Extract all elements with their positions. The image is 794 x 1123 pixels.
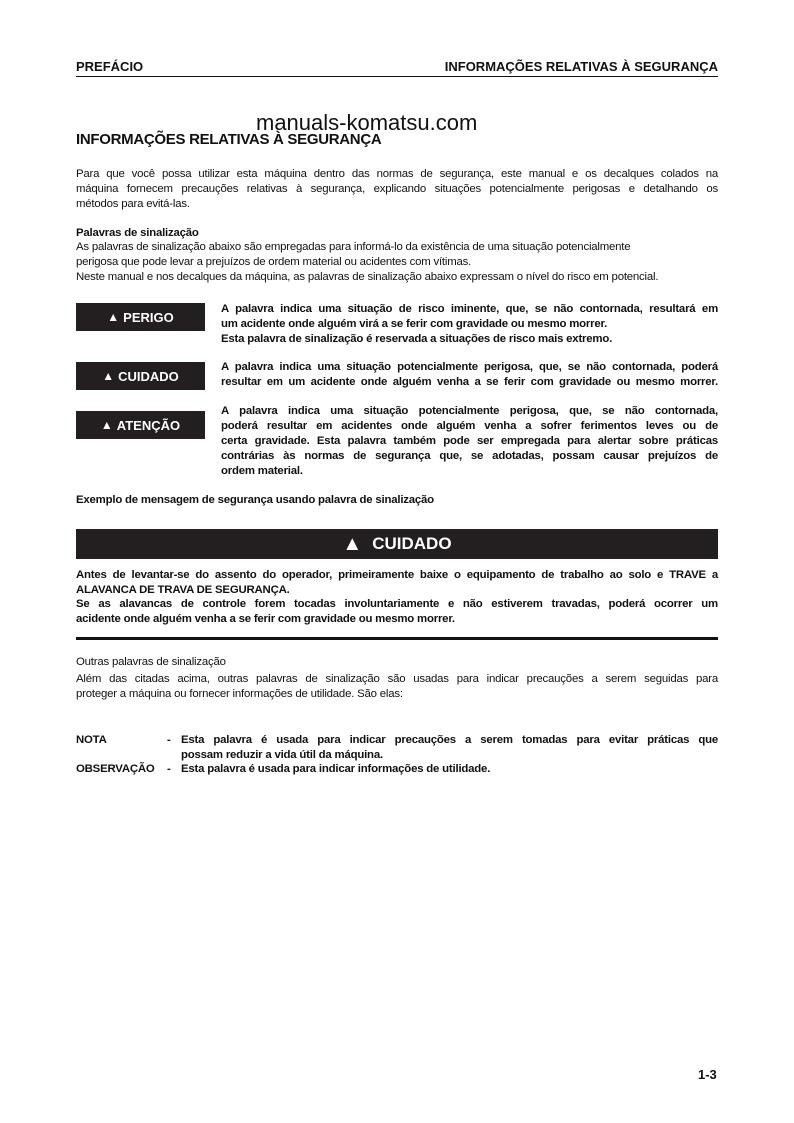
watermark: manuals-komatsu.com <box>256 110 478 135</box>
cuidado-text: CUIDADO <box>118 368 179 384</box>
other-words-line: Além das citadas acima, outras palavras de sinalização são usadas para indicar precauções a serem seguidas para <box>76 673 718 685</box>
intro-line: máquina fornecem precauções relativas à segurança, explicando situações potencialmente perigosas e detalhando os <box>76 183 718 195</box>
nota-line: possam reduzir a vida útil da máquina. <box>181 749 383 761</box>
signal-words-heading: Palavras de sinalização <box>76 227 199 239</box>
description-line: Esta palavra de sinalização é reservada a situações de risco mais extremo. <box>221 333 613 345</box>
example-line: Antes de levantar-se do assento do operador, primeiramente baixe o equipamento de trabalho ao solo e TRAVE a <box>76 569 718 581</box>
signal-words-line: perigosa que pode levar a prejuízos de ordem material ou acidentes com vítimas. <box>76 256 472 268</box>
description-line: contrárias às normas de segurança que, se adotadas, possam causar prejuízos de <box>221 450 718 462</box>
signal-words-line: Neste manual e nos decalques da máquina, as palavras de sinalização abaixo expressam o nível do risco em potencial. <box>76 271 659 283</box>
other-words-heading: Outras palavras de sinalização <box>76 656 226 668</box>
description-line: ordem material. <box>221 465 303 477</box>
cuidado-description <box>221 360 718 390</box>
warning-icon: ▲ <box>100 418 113 432</box>
page-title: INFORMAÇÕES RELATIVAS À SEGURANÇA <box>76 131 382 148</box>
cuidado-label <box>76 362 205 390</box>
warning-icon: ▲ <box>107 310 120 324</box>
header-divider <box>76 76 718 77</box>
perigo-label <box>76 303 205 331</box>
section-divider <box>76 637 718 640</box>
nota-term: NOTA <box>76 734 107 746</box>
warning-icon: ▲ <box>342 532 363 555</box>
description-line: poderá resultar em acidentes onde alguém venha a sofrer ferimentos leves ou de <box>221 420 718 432</box>
description-line: A palavra indica uma situação potencialmente perigosa, que, se não contornada, <box>221 405 718 417</box>
nota-dash: - <box>167 734 171 746</box>
atencao-description <box>221 404 718 479</box>
header-chapter: INFORMAÇÕES RELATIVAS À SEGURANÇA <box>444 59 718 74</box>
description-line: um acidente onde alguém virá a se ferir com gravidade ou mesmo morrer. <box>221 318 608 330</box>
description-line: A palavra indica uma situação potencialmente perigosa, que, se não contornada, poderá <box>221 361 718 373</box>
warning-icon: ▲ <box>102 369 115 383</box>
atencao-label <box>76 411 205 439</box>
perigo-text: PERIGO <box>123 309 174 325</box>
description-line: A palavra indica uma situação de risco iminente, que, se não contornada, resultará em <box>221 303 718 315</box>
signal-words-line: As palavras de sinalização abaixo são empregadas para informá-lo da existência de uma situação potencialmente <box>76 241 631 253</box>
perigo-description <box>221 302 718 347</box>
nota-line: Esta palavra é usada para indicar precauções a serem tomadas para evitar práticas que <box>181 734 718 746</box>
example-line: ALAVANCA DE TRAVA DE SEGURANÇA. <box>76 584 290 596</box>
page-number: 1-3 <box>698 1067 717 1082</box>
observacao-line: Esta palavra é usada para indicar informações de utilidade. <box>181 763 491 775</box>
cuidado-banner <box>76 529 718 559</box>
intro-line: Para que você possa utilizar esta máquina dentro das normas de segurança, este manual e os decalques colados na <box>76 168 718 180</box>
intro-line: métodos para evitá-las. <box>76 198 190 210</box>
example-caption: Exemplo de mensagem de segurança usando palavra de sinalização <box>76 494 434 506</box>
header-section: PREFÁCIO <box>76 59 144 74</box>
banner-text: CUIDADO <box>372 534 452 553</box>
example-line: Se as alavancas de controle forem tocadas involuntariamente e não estiverem travadas, poderá ocorrer um <box>76 598 718 610</box>
other-words-line: proteger a máquina ou fornecer informações de utilidade. São elas: <box>76 688 403 700</box>
example-line: acidente onde alguém venha a se ferir com gravidade ou mesmo morrer. <box>76 613 455 625</box>
observacao-term: OBSERVAÇÃO <box>76 763 155 775</box>
observacao-dash: - <box>167 763 171 775</box>
atencao-text: ATENÇÃO <box>116 417 181 433</box>
description-line: certa gravidade. Esta palavra também pode ser empregada para alertar sobre práticas <box>221 435 718 447</box>
description-line: resultar em um acidente onde alguém venha a se ferir com gravidade ou mesmo morrer. <box>221 376 718 388</box>
